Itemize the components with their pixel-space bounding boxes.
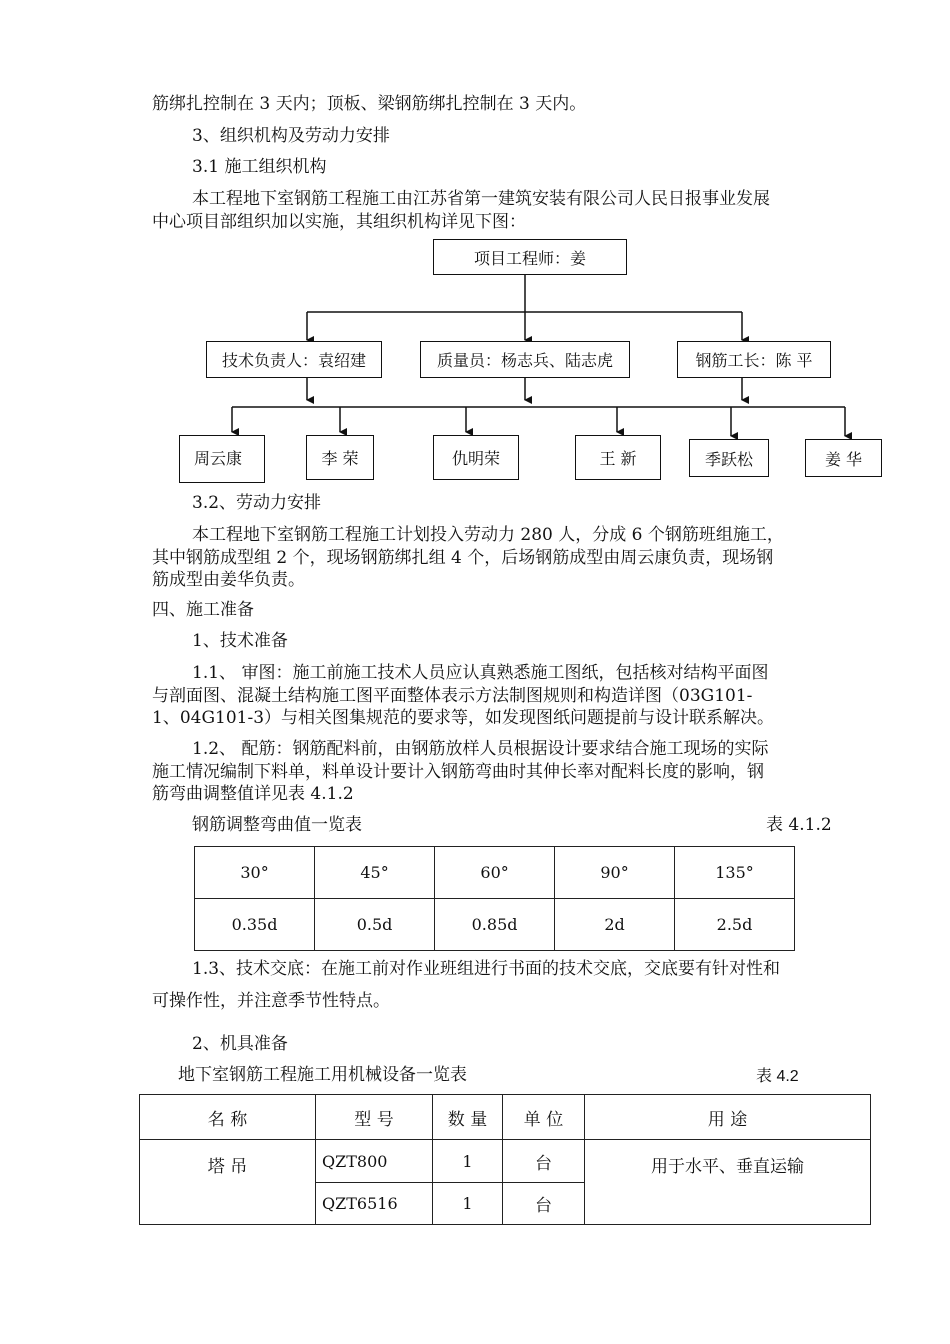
header-cell-model: 型 号	[316, 1095, 433, 1140]
table-caption: 钢筋调整弯曲值一览表	[192, 815, 362, 835]
paragraph-line: 施工情况编制下料单，料单设计要计入钢筋弯曲时其伸长率对配料长度的影响，钢	[152, 762, 764, 782]
header-cell-quantity: 数 量	[433, 1095, 503, 1140]
header-cell-name: 名 称	[140, 1095, 316, 1140]
paragraph-line: 本工程地下室钢筋工程施工由江苏省第一建筑安装有限公司人民日报事业发展	[192, 189, 770, 209]
paragraph-line: 1.2、 配筋：钢筋配料前，由钢筋放样人员根据设计要求结合施工现场的实际	[192, 739, 769, 759]
org-box-worker: 季跃松	[689, 439, 769, 477]
paragraph-line: 1.3、技术交底：在施工前对作业班组进行书面的技术交底，交底要有针对性和	[192, 959, 781, 979]
org-box-project-engineer: 项目工程师：姜	[433, 239, 627, 275]
table-cell: 0.85d	[435, 899, 555, 951]
table-cell: 60°	[435, 847, 555, 899]
org-box-worker: 仇明荣	[433, 435, 519, 480]
paragraph-line: 本工程地下室钢筋工程施工计划投入劳动力 280 人，分成 6 个钢筋班组施工，	[192, 525, 784, 545]
subsection-heading: 1、技术准备	[192, 631, 288, 651]
table-header-row	[140, 1095, 871, 1140]
equipment-table	[139, 1094, 871, 1225]
table-cell: 45°	[315, 847, 435, 899]
equipment-qty-cell: 1	[433, 1140, 503, 1183]
table-cell: 0.35d	[195, 899, 315, 951]
table-label: 表 4.1.2	[766, 815, 832, 835]
table-row	[195, 899, 795, 951]
bend-adjustment-table	[194, 846, 795, 951]
equipment-model-cell: QZT800	[316, 1140, 433, 1183]
org-box-worker: 李 荣	[306, 435, 374, 480]
org-box-worker: 周云康	[179, 435, 265, 483]
equipment-usage-cell: 用于水平、垂直运输	[585, 1140, 871, 1225]
paragraph-line: 中心项目部组织加以实施，其组织机构详见下图：	[152, 212, 526, 232]
equipment-qty-cell: 1	[433, 1183, 503, 1225]
org-box-technical-lead: 技术负责人：袁绍建	[206, 341, 382, 378]
paragraph-line: 其中钢筋成型组 2 个，现场钢筋绑扎组 4 个，后场钢筋成型由周云康负责，现场钢	[152, 548, 774, 568]
org-box-quality-inspector: 质量员：杨志兵、陆志虎	[420, 341, 630, 378]
table-cell: 135°	[674, 847, 794, 899]
equipment-name-cell: 塔 吊	[140, 1140, 316, 1225]
header-cell-unit: 单 位	[503, 1095, 585, 1140]
paragraph-line: 筋弯曲调整值详见表 4.1.2	[152, 784, 354, 804]
table-label: 表 4.2	[756, 1068, 799, 1085]
paragraph-line: 与剖面图、混凝土结构施工图平面整体表示方法制图规则和构造详图（03G101-	[152, 686, 753, 706]
subsection-heading: 3.1 施工组织机构	[192, 157, 327, 177]
org-box-rebar-foreman: 钢筋工长：陈 平	[677, 341, 831, 378]
equipment-unit-cell: 台	[503, 1183, 585, 1225]
table-cell: 30°	[195, 847, 315, 899]
subsection-heading: 2、机具准备	[192, 1034, 288, 1054]
org-box-worker: 姜 华	[805, 439, 882, 477]
equipment-model-cell: QZT6516	[316, 1183, 433, 1225]
org-box-worker: 王 新	[575, 435, 661, 480]
equipment-unit-cell: 台	[503, 1140, 585, 1183]
paragraph-line: 可操作性，并注意季节性特点。	[152, 991, 390, 1011]
table-row	[140, 1140, 871, 1183]
table-cell: 90°	[555, 847, 675, 899]
section-heading: 四、施工准备	[152, 600, 254, 620]
header-cell-usage: 用 途	[585, 1095, 871, 1140]
table-row	[195, 847, 795, 899]
paragraph-line: 1、04G101-3）与相关图集规范的要求等，如发现图纸问题提前与设计联系解决。	[152, 708, 775, 728]
subsection-heading: 3.2、劳动力安排	[192, 493, 322, 513]
table-cell: 0.5d	[315, 899, 435, 951]
table-cell: 2d	[555, 899, 675, 951]
section-heading: 3、组织机构及劳动力安排	[192, 126, 390, 146]
table-caption: 地下室钢筋工程施工用机械设备一览表	[178, 1065, 467, 1085]
paragraph-line: 筋绑扎控制在 3 天内；顶板、梁钢筋绑扎控制在 3 天内。	[152, 94, 587, 114]
paragraph-line: 筋成型由姜华负责。	[152, 570, 305, 590]
paragraph-line: 1.1、 审图：施工前施工技术人员应认真熟悉施工图纸，包括核对结构平面图	[192, 663, 769, 683]
table-cell: 2.5d	[674, 899, 794, 951]
